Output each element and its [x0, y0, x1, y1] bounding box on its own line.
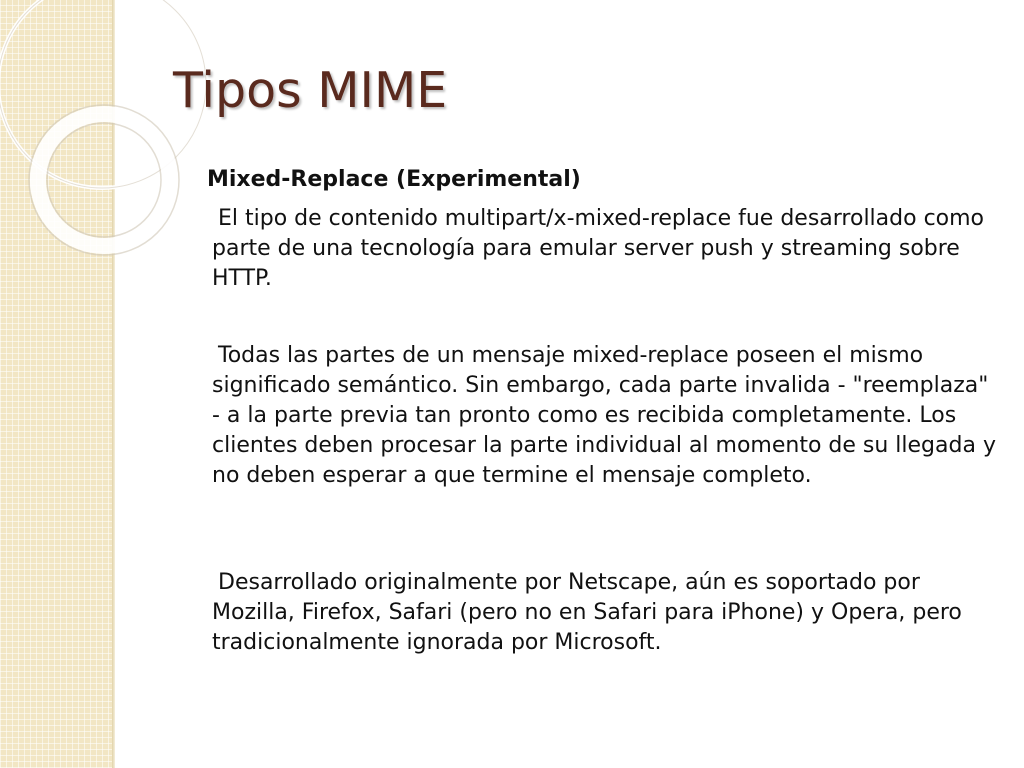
- paragraph-support: Desarrollado originalmente por Netscape, aún es soportado por Mozilla, Firefox, Safari (pero no en Safari para iPhone) y Opera, pero tradicionalmente ignorada por Microsoft.: [212, 570, 962, 655]
- paragraph-intro: El tipo de contenido multipart/x-mixed-replace fue desarrollado como parte de una tecnología para emular server push y streaming sobre HTTP.: [212, 206, 985, 291]
- slide-title: Tipos MIME: [173, 62, 448, 119]
- slide-subheading: Mixed-Replace (Experimental): [207, 167, 581, 192]
- small-ring-outer-shadow: [29, 105, 179, 255]
- paragraph-semantics: Todas las partes de un mensaje mixed-replace poseen el mismo significado semántico. Sin embargo, cada parte invalida - "reemplaza" - a la parte previa tan pronto como es recibida completamente. Los clientes deben procesar la parte individual al momento de su llegada y no deben esperar a que termine el mensaje completo.: [212, 343, 996, 488]
- decorative-rings: [0, 0, 240, 260]
